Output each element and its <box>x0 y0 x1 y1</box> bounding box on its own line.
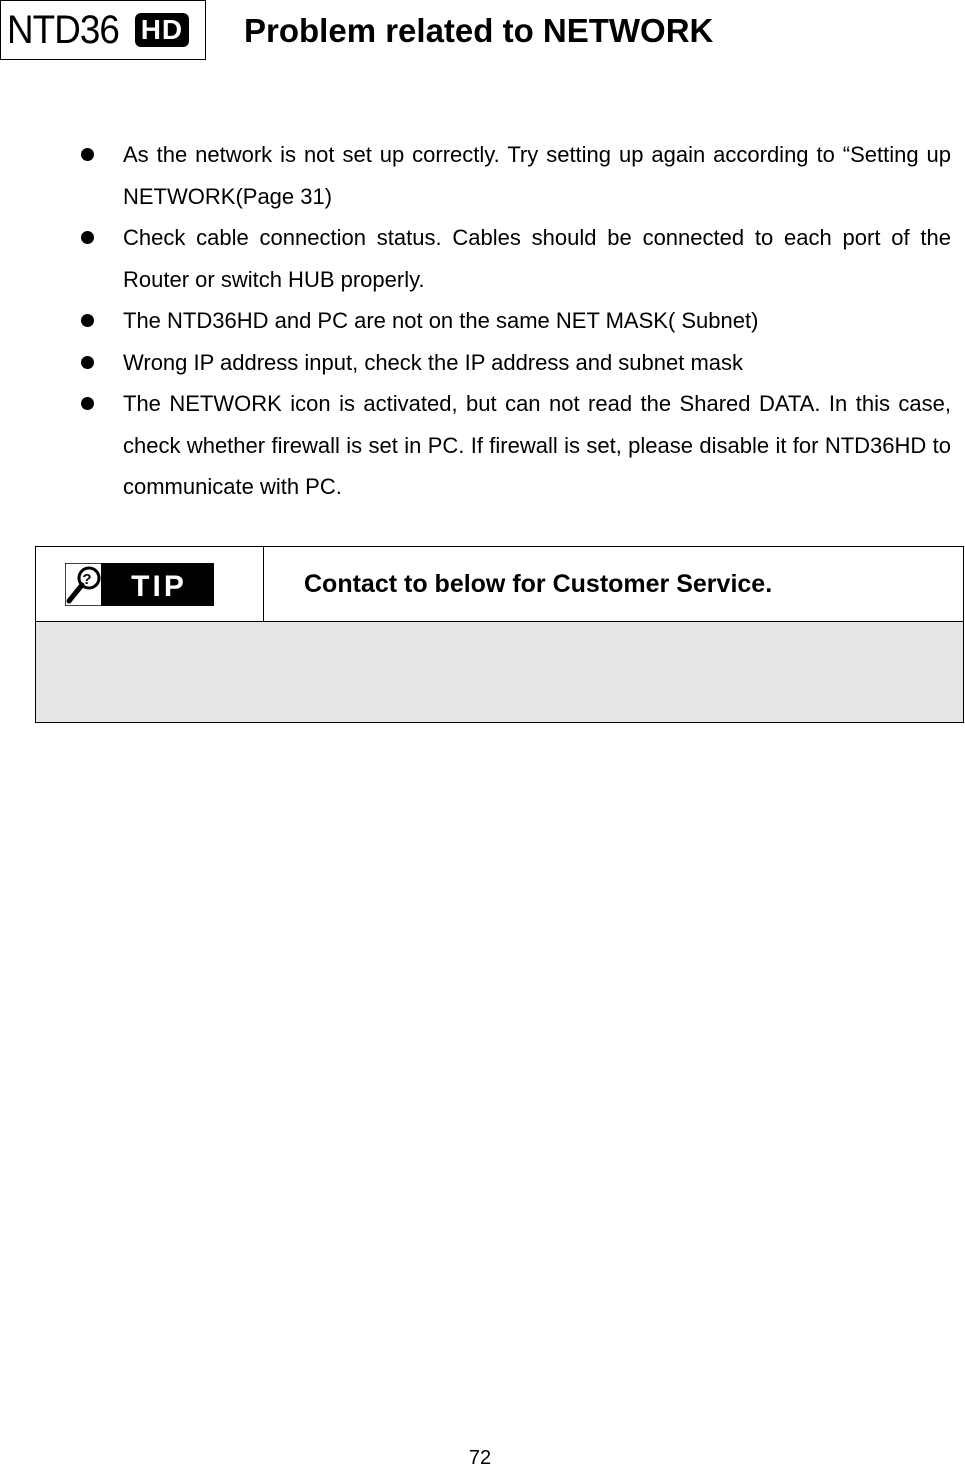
list-item-text: Wrong IP address input, check the IP address and subnet mask <box>123 349 744 375</box>
bullet-icon <box>81 397 94 410</box>
bullet-icon <box>81 231 94 244</box>
tip-heading: Contact to below for Customer Service. <box>304 570 773 598</box>
list-item-text: Check cable connection status. Cables should be connected to each port of the Router or switch HUB properly. <box>123 225 951 292</box>
list-item-text: The NETWORK icon is activated, but can not read the Shared DATA. In this case, check whether firewall is set in PC. If firewall is set, please disable it for NTD36HD to communicate with PC. <box>123 391 951 499</box>
bullet-icon <box>81 148 94 161</box>
logo-hd-badge: HD <box>135 13 189 47</box>
tip-icon-cell <box>36 547 264 621</box>
product-logo <box>0 0 206 60</box>
tip-badge-label: TIP <box>131 570 187 603</box>
tip-header-row <box>36 547 963 622</box>
list-item <box>0 300 965 342</box>
tip-body <box>36 622 963 722</box>
tip-badge-icon <box>65 563 214 606</box>
troubleshooting-list <box>0 134 965 508</box>
svg-text:?: ? <box>82 571 92 588</box>
bullet-icon <box>81 356 94 369</box>
list-item <box>0 134 965 217</box>
list-item <box>0 383 965 508</box>
logo-main-text: NTD36 <box>7 8 119 52</box>
list-item-text: As the network is not set up correctly. Try setting up again according to “Setting up NETWORK(Page 31) <box>123 142 951 209</box>
list-item <box>0 342 965 384</box>
bullet-icon <box>81 314 94 327</box>
list-item <box>0 217 965 300</box>
list-item-text: The NTD36HD and PC are not on the same NET MASK( Subnet) <box>123 308 759 333</box>
tip-box <box>35 546 964 723</box>
page-title: Problem related to NETWORK <box>244 12 714 49</box>
page-number: 72 <box>468 1447 492 1469</box>
